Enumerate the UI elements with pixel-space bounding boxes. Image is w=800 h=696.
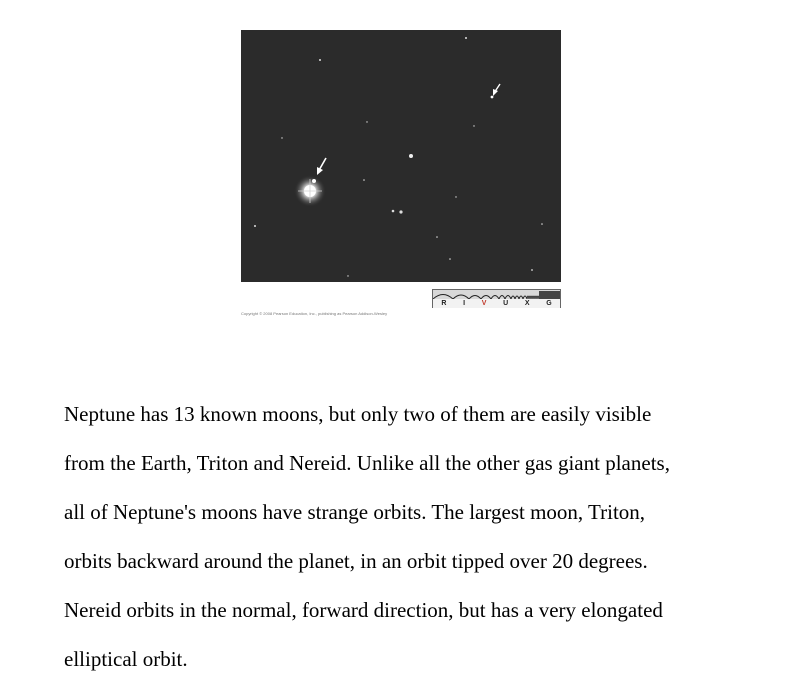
nereid-moon — [491, 96, 494, 99]
band-v: V — [481, 300, 487, 307]
neptune-moons-photo — [241, 30, 561, 282]
caption-line: elliptical orbit. — [64, 646, 188, 671]
caption-line: Neptune has 13 known moons, but only two of them are easily visible — [64, 401, 652, 426]
caption-line: all of Neptune's moons have strange orbits. The largest moon, Triton, — [64, 499, 646, 524]
copyright-notice: Copyright © 2008 Pearson Education, Inc., publishing as Pearson Addison-Wesley — [241, 311, 388, 316]
band-i: I — [463, 300, 466, 307]
caption-paragraph — [64, 377, 784, 696]
spectrum-band-indicator — [432, 289, 561, 308]
caption-line: Nereid orbits in the normal, forward direction, but has a very elongated — [64, 597, 663, 622]
triton-moon — [312, 179, 316, 183]
caption-line: from the Earth, Triton and Nereid. Unlike all the other gas giant planets, — [64, 450, 670, 475]
band-r: R — [441, 300, 447, 307]
spectrum-band-labels — [433, 299, 560, 308]
band-x: X — [524, 300, 530, 307]
caption-line: orbits backward around the planet, in an orbit tipped over 20 degrees. — [64, 548, 648, 573]
band-g: G — [546, 300, 552, 307]
band-u: U — [503, 300, 509, 307]
